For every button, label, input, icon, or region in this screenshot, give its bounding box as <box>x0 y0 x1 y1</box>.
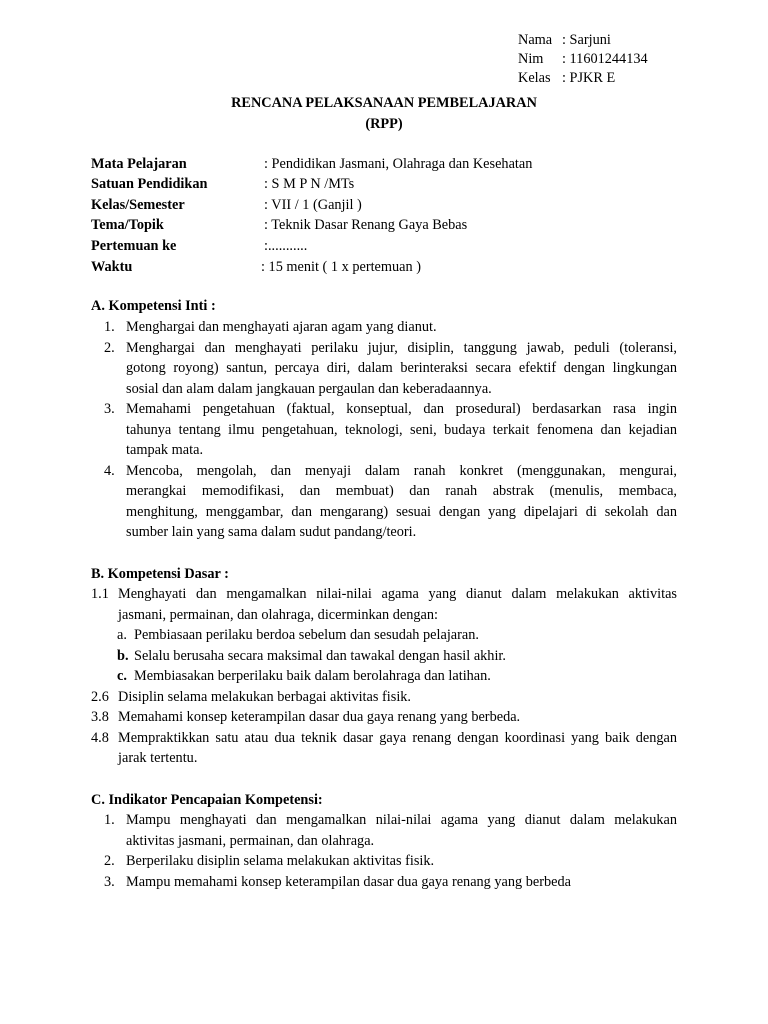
section-c-heading: C. Indikator Pencapaian Kompetensi: <box>91 792 323 808</box>
list-number: 4. <box>104 463 115 479</box>
sub-letter: a. <box>117 627 127 643</box>
list-number: 1.1 <box>91 586 109 602</box>
sub-item-text: Membiasakan berperilaku baik dalam berolahraga dan latihan. <box>134 668 491 684</box>
list-item-text: sumber lain yang sama dalam sudut pandang/teori. <box>126 524 417 540</box>
list-item-text: sosial dan alam dalam jangkauan pergaulan dan keberadaannya. <box>126 381 492 397</box>
list-item-text: Memahami konsep keterampilan dasar dua gaya renang yang berbeda. <box>118 709 521 725</box>
list-number: 2.6 <box>91 689 109 705</box>
identity-class-value: : PJKR E <box>562 70 616 86</box>
meta-label: Tema/Topik <box>91 217 164 233</box>
list-item-text: Disiplin selama melakukan berbagai aktivitas fisik. <box>118 689 412 705</box>
identity-class-row <box>518 68 615 88</box>
list-item-text: Berperilaku disiplin selama melakukan aktivitas fisik. <box>126 853 435 869</box>
identity-name-label: Nama <box>518 32 553 48</box>
list-item-text: Mampu memahami konsep keterampilan dasar dua gaya renang yang berbeda <box>126 874 572 890</box>
list-item-text: menghitung, menggambar, dan mengarang) sesuai dengan yang dipelajari di sekolah dan <box>126 504 677 520</box>
list-item-text: Mencoba, mengolah, dan menyaji dalam ranah konkret (menggunakan, mengurai, <box>126 463 677 479</box>
identity-class-label: Kelas <box>518 70 551 86</box>
sub-letter: b. <box>117 648 129 664</box>
list-number: 3.8 <box>91 709 109 725</box>
list-item-text: Memahami pengetahuan (faktual, konseptual, dan prosedural) berdasarkan rasa ingin <box>126 401 677 417</box>
meta-value: : 15 menit ( 1 x pertemuan ) <box>261 259 422 275</box>
list-item-text: aktivitas jasmani, permainan, dan olahraga. <box>126 833 375 849</box>
list-item-text: jarak tertentu. <box>118 750 198 766</box>
identity-name-value: : Sarjuni <box>562 32 611 48</box>
list-item-text: tampak mata. <box>126 442 204 458</box>
identity-nim-label: Nim <box>518 51 544 67</box>
sub-item-text: Pembiasaan perilaku berdoa sebelum dan sesudah pelajaran. <box>134 627 479 643</box>
sub-letter: c. <box>117 668 127 684</box>
meta-label: Pertemuan ke <box>91 238 177 254</box>
identity-nim-value: : 11601244134 <box>562 51 648 67</box>
list-number: 2. <box>104 340 115 356</box>
section-a-heading: A. Kompetensi Inti : <box>91 298 216 314</box>
sub-item-text: Selalu berusaha secara maksimal dan tawakal dengan hasil akhir. <box>134 648 506 664</box>
document-subtitle: (RPP) <box>365 116 403 132</box>
meta-value: : VII / 1 (Ganjil ) <box>264 197 362 213</box>
meta-label: Satuan Pendidikan <box>91 176 208 192</box>
meta-value: : Pendidikan Jasmani, Olahraga dan Kesehatan <box>264 156 533 172</box>
list-item-text: Mampu menghayati dan mengamalkan nilai-nilai agama yang dianut dalam melakukan <box>126 812 677 828</box>
list-item-text: tahunya tentang ilmu pengetahuan, teknologi, seni, budaya terkait fenomena dan kejadian <box>126 422 677 438</box>
list-item-text: Mempraktikkan satu atau dua teknik dasar gaya renang dengan koordinasi yang baik dengan <box>118 730 677 746</box>
list-item-text: Menghayati dan mengamalkan nilai-nilai agama yang dianut dalam melakukan aktivitas <box>118 586 677 602</box>
list-number: 1. <box>104 812 115 828</box>
list-item-text: gotong royong) santun, percaya diri, dalam berinteraksi secara efektif dengan lingkungan <box>126 360 677 376</box>
list-number: 2. <box>104 853 115 869</box>
list-number: 3. <box>104 874 115 890</box>
document-title: RENCANA PELAKSANAAN PEMBELAJARAN <box>231 95 537 111</box>
meta-value: : S M P N /MTs <box>264 176 355 192</box>
meta-value: : Teknik Dasar Renang Gaya Bebas <box>264 217 468 233</box>
section-b-heading: B. Kompetensi Dasar : <box>91 566 229 582</box>
list-item-text: Menghargai dan menghayati ajaran agam yang dianut. <box>126 319 437 335</box>
list-item-text: Menghargai dan menghayati perilaku jujur, disiplin, tanggung jawab, peduli (toleransi, <box>126 340 677 356</box>
meta-label: Kelas/Semester <box>91 197 185 213</box>
list-item-text: jasmani, permainan, dan olahraga, dicerminkan dengan: <box>118 607 438 623</box>
meta-value: :........... <box>264 238 308 254</box>
identity-nim-row <box>518 49 648 69</box>
list-number: 3. <box>104 401 115 417</box>
list-item-text: merangkai memodifikasi, dan membuat) dan ranah abstrak (menulis, membaca, <box>126 483 677 499</box>
meta-label: Waktu <box>91 259 133 275</box>
list-number: 1. <box>104 319 115 335</box>
list-number: 4.8 <box>91 730 109 746</box>
identity-name-row <box>518 30 611 50</box>
meta-label: Mata Pelajaran <box>91 156 187 172</box>
